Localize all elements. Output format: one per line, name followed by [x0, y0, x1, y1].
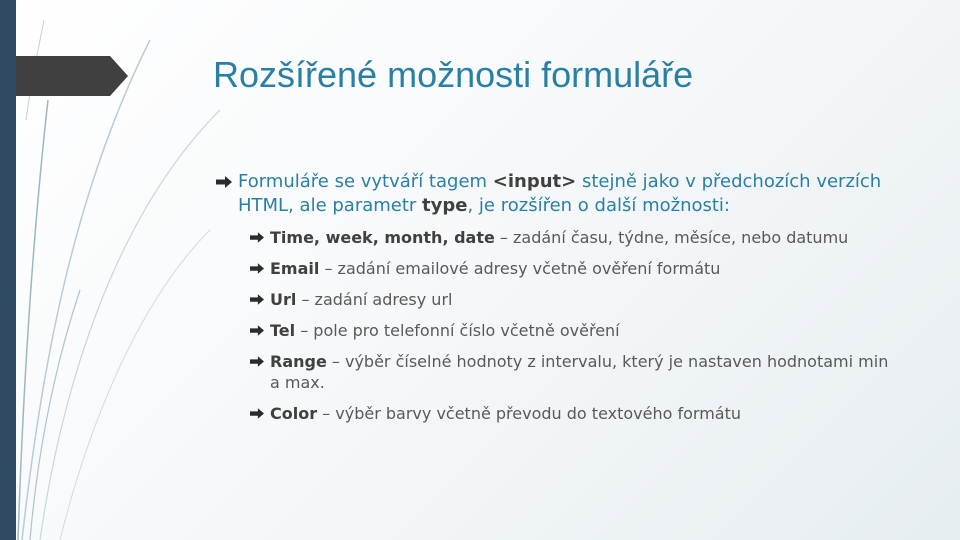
arrow-right-bullet-icon: [216, 176, 232, 188]
sub-bullet-time: [270, 227, 896, 248]
main-text-after: , je rozšířen o další možnosti:: [467, 195, 730, 216]
sub-bullet-desc: – zadání času, týdne, měsíce, nebo datumu: [494, 228, 849, 247]
sub-bullet-list: [250, 227, 896, 424]
sub-bullet-term: Time, week, month, date: [270, 228, 495, 247]
sub-bullet-term: Email: [270, 259, 320, 278]
sub-bullet-desc: – zadání emailové adresy včetně ověření formátu: [319, 259, 721, 278]
arrow-right-bullet-icon: [250, 325, 264, 336]
sub-bullet-desc: – výběr barvy včetně převodu do textového formátu: [317, 404, 742, 423]
sub-bullet-range: [270, 351, 896, 393]
main-bullet: [216, 170, 896, 218]
slide-title: Rozšířené možnosti formuláře: [213, 54, 694, 95]
sub-bullet-desc: – výběr číselné hodnoty z intervalu, který je nastaven hodnotami min a max.: [270, 352, 889, 392]
main-text-middle: stejně jako v předchozích verzích HTML, ale parametr: [238, 171, 882, 216]
title-arrow-icon: [0, 56, 128, 96]
arrow-right-bullet-icon: [250, 263, 264, 274]
sub-bullet-term: Url: [270, 290, 297, 309]
sub-bullet-desc: – pole pro telefonní číslo včetně ověření: [295, 321, 620, 340]
sub-bullet-tel: [270, 320, 896, 341]
sub-bullet-color: [270, 403, 896, 424]
arrow-right-bullet-icon: [250, 408, 264, 419]
sub-bullet-term: Tel: [270, 321, 296, 340]
main-text-before: Formuláře se vytváří tagem: [238, 171, 493, 192]
sub-bullet-desc: – zadání adresy url: [296, 290, 453, 309]
sub-bullet-term: Color: [270, 404, 318, 423]
sub-bullet-term: Range: [270, 352, 327, 371]
type-word-text: type: [422, 195, 468, 216]
slide-content: [216, 170, 896, 434]
arrow-right-bullet-icon: [250, 232, 264, 243]
arrow-right-bullet-icon: [250, 294, 264, 305]
arrow-right-bullet-icon: [250, 356, 264, 367]
sub-bullet-email: [270, 258, 896, 279]
sub-bullet-url: [270, 289, 896, 310]
input-tag-text: <input>: [492, 171, 577, 192]
